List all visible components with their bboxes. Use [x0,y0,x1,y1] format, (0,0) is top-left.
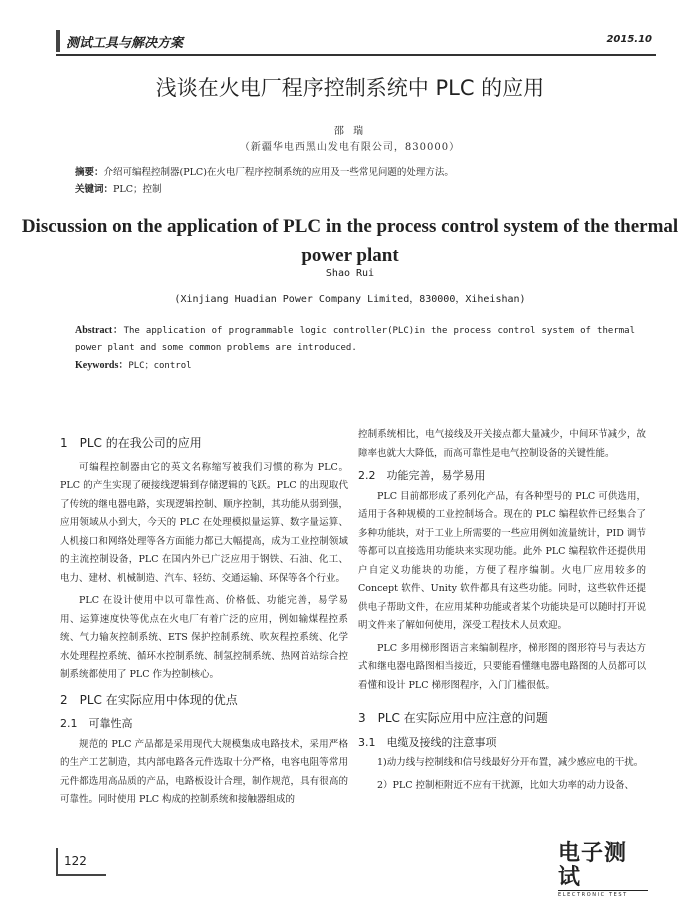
title-english: Discussion on the application of PLC in the process control system of the thermal power plant [21,216,679,266]
section-2-heading: 2 PLC 在实际应用中体现的优点 [60,692,238,707]
logo-english: ELECTRONIC TEST [558,890,648,898]
abstract-cn-text: 介绍可编程控制器(PLC)在火电厂程序控制系统的应用及一些常见问题的处理方法。 [103,167,454,178]
affiliation-chinese: （新疆华电西黑山发电有限公司，830000） [239,142,461,153]
section-3-1-paragraph-2: 2）PLC 控制柜附近不应有干扰源，比如大功率的动力设备、 [377,779,635,791]
journal-logo [558,841,648,898]
section-2-2-paragraph-1: PLC 目前都形成了系列化产品，有各种型号的 PLC 可供选用，适用于各种规模的工业控制场合。现在的 PLC 编程软件已经集合了多种功能块，对于工业上所需要的一些应用例如流量统计，PID 调节等都可以直接选用功能块来实现功能。此外 PLC 编程软件还提供用户自定义功能块的功能，方便了程序编制。火电厂应用较多的 Concept 软件、Unity 软件都具有这些功能。同时，这些软件还提供电子帮助文件，在应用某种功能或者某个功能块是可以随时打开说明文件来了解如何使用，深受工程技术人员欢迎。 [358,490,646,631]
header-mark [56,30,60,52]
page-number: 122 [64,854,87,868]
section-1-paragraph-1: 可编程控制器由它的英文名称缩写被我们习惯的称为 PLC。PLC 的产生实现了硬接线逻辑到存储逻辑的飞跃。PLC 的出现取代了传统的继电器电路，实现逻辑控制、顺序控制，其功能从弱到强，应用领域从小到大，今天的 PLC 在处理模拟量运算、数字量运算、人机接口和网络处理等各方面能力都已大幅提高，成为工业控制领域的主流控制设备，PLC 在国内外已广泛应用于钢铁、石油、化工、电力、建材、机械制造、汽车、轻纺、交通运输、环保等各个行业。 [60,461,348,584]
section-2-2-heading: 2.2 功能完善，易学易用 [358,469,486,482]
section-3-1-heading: 3.1 电缆及接线的注意事项 [358,735,497,749]
running-header [56,30,656,56]
title-chinese: 浅谈在火电厂程序控制系统中 PLC 的应用 [155,76,545,100]
header-section: 测试工具与解决方案 [66,36,184,51]
section-2-1-heading: 2.1 可靠性高 [60,717,133,730]
section-3-1-paragraph-1: 1)动力线与控制线和信号线最好分开布置，减少感应电的干扰。 [377,757,644,768]
header-issue: 2015.10 [606,34,652,45]
section-2-2-paragraph-2: PLC 多用梯形图语言来编制程序，梯形图的图形符号与表达方式和继电器电路图相当接近，只要能看懂继电器电路图的人员都可以看懂和设计 PLC 梯形图程序，入门门槛很低。 [358,642,646,691]
abstract-en-text: The application of programmable logic controller(PLC)in the process control system of thermal power plant and some common problems are introduced. [75,326,635,353]
continued-paragraph: 控制系统相比，电气接线及开关接点都大量减少，中间环节减少，故障率也就大大降低，而高可靠性是电气控制设备的关键性能。 [358,429,646,459]
affiliation-english: (Xinjiang Huadian Power Company Limited，830000，Xiheishan) [174,294,526,305]
section-1-heading: 1 PLC 的在我公司的应用 [60,436,202,450]
page-number-box [56,848,106,876]
abstract-en-label: Abstract： [75,325,124,336]
abstract-cn-label: 摘要： [75,167,104,178]
section-1-paragraph-2: PLC 在设计使用中以可靠性高、价格低、功能完善，易学易用、运算速度快等优点在火电厂有着广泛的应用，例如输煤程控系统、气力输灰控制系统、ETS 保护控制系统、吹灰程控系统、化学水处理程控系统、循环水控制系统、制氢控制系统、热网首站综合控制系统都使用了 PLC 作为控制核心。 [60,595,348,680]
keywords-cn: PLC；控制 [113,184,162,195]
author-english: Shao Rui [325,268,375,279]
section-3-heading: 3 PLC 在实际应用中应注意的问题 [358,711,548,725]
section-2-1-paragraph: 规范的 PLC 产品都是采用现代大规模集成电路技术，采用严格的生产工艺制造，其内部电路各元件选取十分严格，电容电阻等常用元件都选用高品质的产品，电路板设计合理，制作规范，具有很高的可靠性。同时使用 PLC 构成的控制系统和接触器组成的 [60,738,348,805]
keywords-en: PLC；control [128,361,192,371]
right-column [358,426,646,799]
abstract-english [75,322,635,375]
author-chinese: 邵 瑞 [333,126,367,137]
keywords-en-label: Keywords： [75,360,129,371]
keywords-cn-label: 关键词： [75,184,114,195]
abstract-chinese [75,164,635,198]
logo-chinese: 电子测试 [558,841,628,890]
left-column [60,428,348,814]
